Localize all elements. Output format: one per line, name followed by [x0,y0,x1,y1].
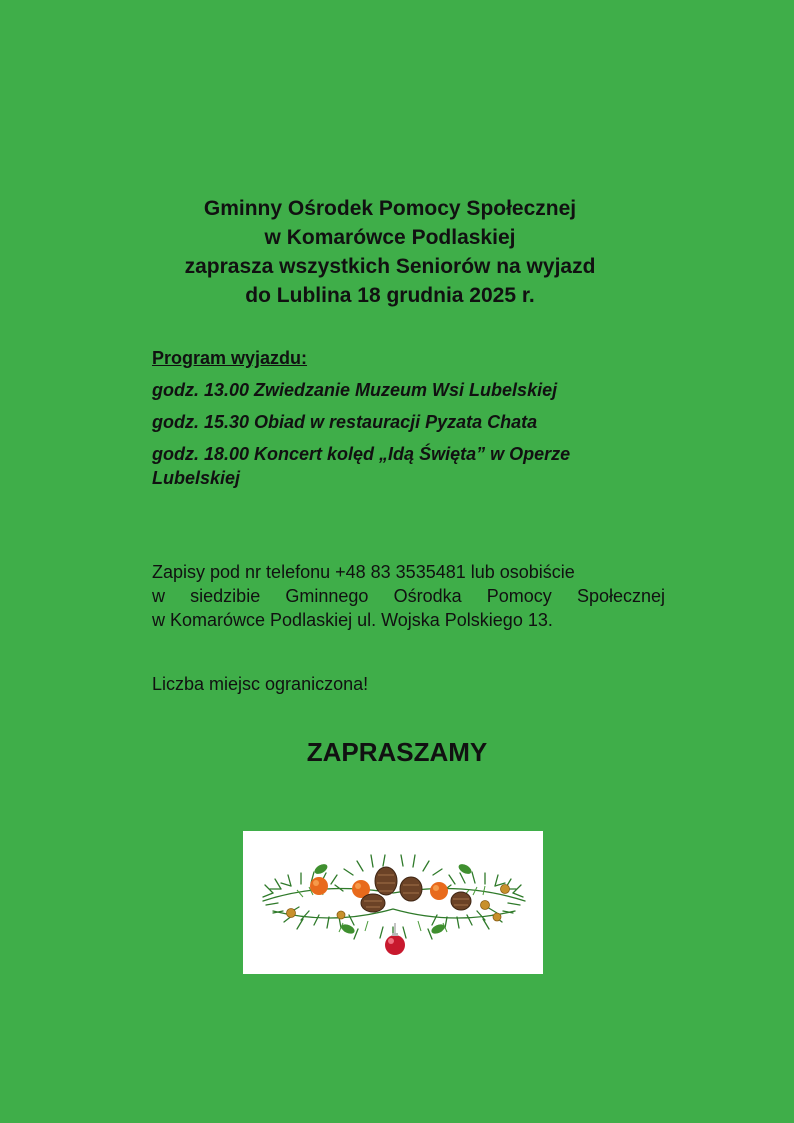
program-item-2: godz. 15.30 Obiad w restauracji Pyzata Chata [152,412,538,432]
signup-info [152,560,665,632]
signup-line-2: w siedzibie Gminnego Ośrodka Pomocy Społecznej [152,586,665,606]
title-line-4: do Lublina 18 grudnia 2025 r. [245,284,535,307]
limited-seats-notice: Liczba miejsc ograniczona! [152,674,369,694]
signup-line-1: Zapisy pod nr telefonu +48 83 3535481 lub osobiście [152,562,575,582]
title-line-1: Gminny Ośrodek Pomocy Społecznej [203,197,577,220]
title-line-2: w Komarówce Podlaskiej [264,226,516,249]
invitation-cta: ZAPRASZAMY [306,737,488,767]
program-item-3: godz. 18.00 Koncert kolęd „Idą Święta” w Operze Lubelskiej [152,444,571,488]
program-heading: Program wyjazdu: [152,348,308,368]
trip-program [152,346,632,490]
title-line-3: zaprasza wszystkich Seniorów na wyjazd [184,255,596,278]
signup-line-3: w Komarówce Podlaskiej ul. Wojska Polskiego 13. [152,610,553,630]
program-item-1: godz. 13.00 Zwiedzanie Muzeum Wsi Lubelskiej [152,380,558,400]
christmas-garland-icon [243,831,543,974]
invitation-title [120,194,660,310]
